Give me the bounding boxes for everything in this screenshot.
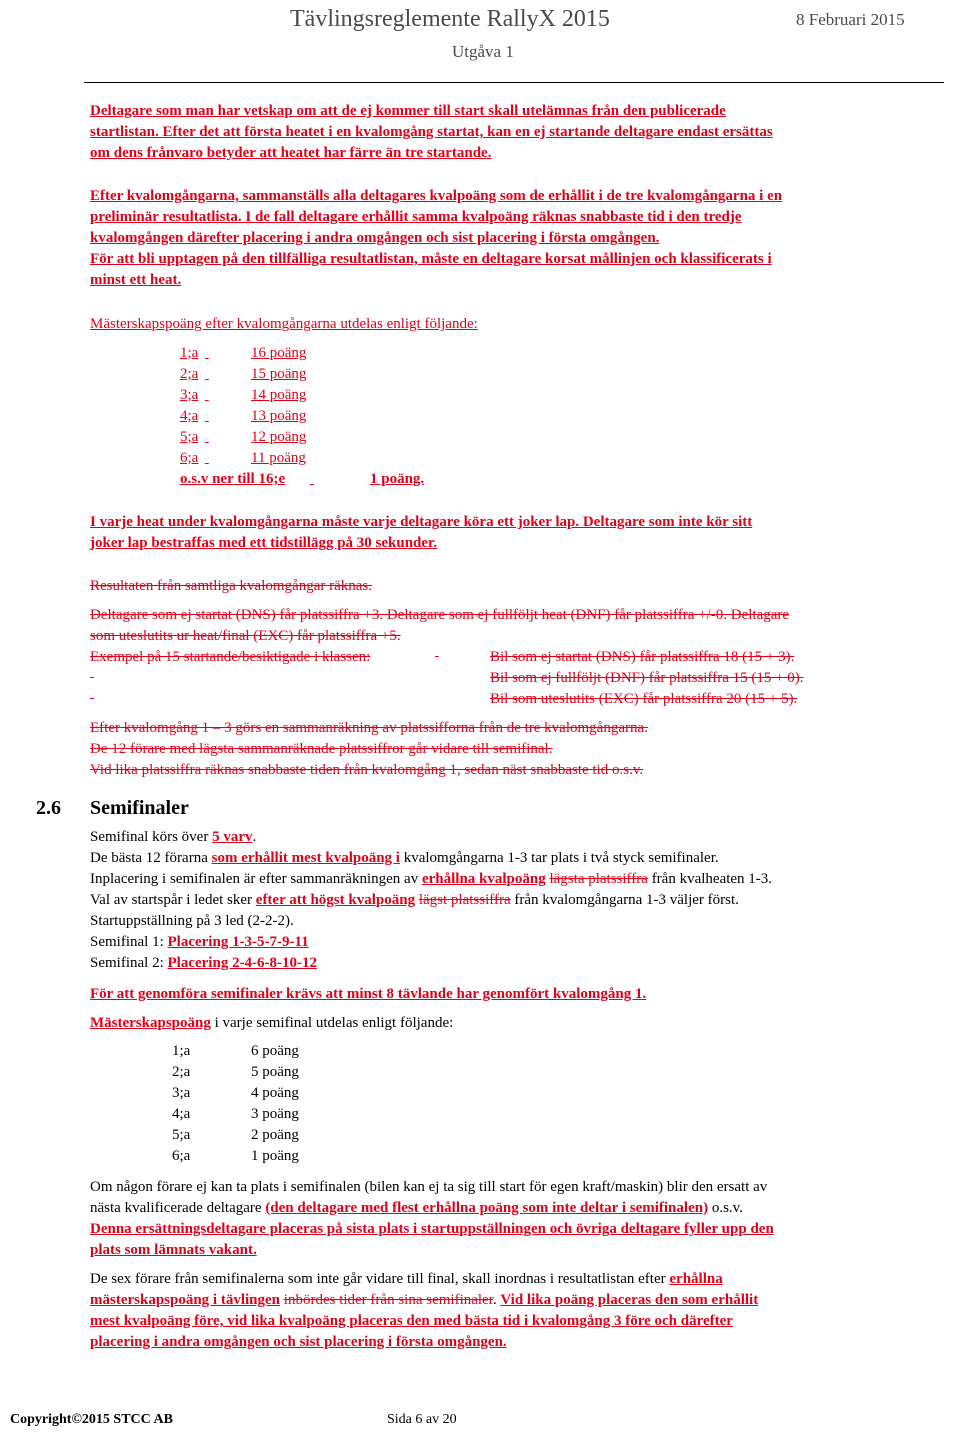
text-span: erhållna <box>669 1271 723 1287</box>
text-line: startlistan. Efter det att första heatet i en kvalomgång startat, kan en ej startande deltagare endast ersättas <box>90 124 773 140</box>
text-line: placering i andra omgången och sist placering i första omgången. <box>90 1334 507 1350</box>
tab-leader <box>90 689 490 710</box>
text-span: 5 varv <box>212 829 253 845</box>
text-span: från kvalheaten 1-3. <box>647 871 773 887</box>
text-line: De 12 förare med lägsta sammanräknade platssiffror går vidare till semifinal. <box>90 741 553 757</box>
text-line: som uteslutits ur heat/final (EXC) får platssiffra +5. <box>90 628 401 644</box>
points-cell: 1 poäng. <box>370 471 425 487</box>
text-line: Denna ersättningsdeltagare placeras på sista plats i startuppställningen och övriga deltagare fyller upp den <box>90 1221 774 1237</box>
text-line: Efter kvalomgång 1 – 3 görs en sammanräkning av platssifforna från de tre kvalomgångarna. <box>90 720 648 736</box>
text-line: Bil som ej fullföljt (DNF) får platssiffra 15 (15 + 0). <box>490 670 804 686</box>
section-title: Semifinaler <box>90 797 189 819</box>
text-span: som erhållit mest kvalpoäng i <box>211 850 400 866</box>
document-edition: Utgåva 1 <box>452 42 514 61</box>
place-cell: 5;a <box>172 1127 191 1143</box>
text-line: Startuppställning på 3 led (2-2-2). <box>90 913 294 929</box>
points-cell: 6 poäng <box>251 1043 299 1059</box>
points-cell: 11 poäng <box>251 450 306 466</box>
text-span: Inplacering i semifinalen är efter sammanräkningen av <box>90 871 422 887</box>
tab-leader <box>205 448 251 469</box>
tab-leader <box>205 427 251 448</box>
text-span: kvalomgångarna 1-3 tar plats i två styck semifinaler. <box>399 850 719 866</box>
text-line <box>90 1269 723 1290</box>
text-line: Om någon förare ej kan ta plats i semifinalen (bilen kan ej ta sig till start för egen kraft/maskin) blir den ersatt av <box>90 1179 768 1195</box>
tab-leader <box>90 668 490 689</box>
text-line: Bil som ej startat (DNS) får platssiffra 18 (15 + 3). <box>490 649 795 665</box>
document-date: 8 Februari 2015 <box>796 10 905 29</box>
text-line: Efter kvalomgångarna, sammanställs alla deltagares kvalpoäng som de erhållit i de tre kvalomgångarna i en <box>90 188 783 204</box>
points-cell: 13 poäng <box>251 408 307 424</box>
text-span: Placering 1-3-5-7-9-11 <box>167 934 309 950</box>
text-span: De bästa 12 förarna <box>90 850 212 866</box>
place-cell: 2;a <box>172 1064 191 1080</box>
text-line: Deltagare som man har vetskap om att de ej kommer till start skall utelämnas från den publicerade <box>90 103 726 119</box>
text-span: efter att högst kvalpoäng <box>255 892 416 908</box>
text-line: joker lap bestraffas med ett tidstillägg på 30 sekunder. <box>90 535 438 551</box>
text-span: Mästerskapspoäng <box>90 1015 211 1031</box>
text-line <box>90 1198 743 1219</box>
document-title: Tävlingsreglemente RallyX 2015 <box>290 6 610 32</box>
points-cell: 5 poäng <box>251 1064 299 1080</box>
header-divider <box>84 82 944 83</box>
text-line <box>90 953 317 974</box>
text-line: För att genomföra semifinaler krävs att minst 8 tävlande har genomfört kvalomgång 1. <box>90 986 647 1002</box>
place-cell: 3;a <box>172 1085 191 1101</box>
text-span: Placering 2-4-6-8-10-12 <box>167 955 318 971</box>
points-cell: 2 poäng <box>251 1127 299 1143</box>
text-span: o.s.v. <box>708 1200 743 1216</box>
text-line: Bil som uteslutits (EXC) får platssiffra 20 (15 + 5). <box>490 691 798 707</box>
text-span: Semifinal körs över <box>90 829 213 845</box>
points-cell: 1 poäng <box>251 1148 299 1164</box>
text-line: mest kvalpoäng före, vid lika kvalpoäng placeras den med bästa tid i kvalomgång 3 före och därefter <box>90 1313 733 1329</box>
tab-leader <box>205 364 251 385</box>
points-cell: 4 poäng <box>251 1085 299 1101</box>
text-line: För att bli upptagen på den tillfälliga resultatlistan, måste en deltagare korsat mållinjen och klassificerats i <box>90 251 772 267</box>
text-span: (den deltagare med flest erhållna poäng som inte deltar i semifinalen) <box>265 1200 709 1216</box>
text-line: minst ett heat. <box>90 272 182 288</box>
text-line <box>90 1013 453 1034</box>
footer-copyright: Copyright©2015 STCC AB <box>10 1412 173 1427</box>
text-span: i varje semifinal utdelas enligt följande: <box>210 1015 454 1031</box>
place-cell: 6;a <box>180 450 199 466</box>
text-line <box>90 827 256 848</box>
footer-page-number: Sida 6 av 20 <box>387 1412 457 1427</box>
text-line: plats som lämnats vakant. <box>90 1242 257 1258</box>
text-span: lägsta platssiffra <box>549 871 648 887</box>
tab-leader <box>310 469 370 490</box>
text-span: Val av startspår i ledet sker <box>90 892 256 908</box>
place-cell: o.s.v ner till 16;e <box>180 471 286 487</box>
points-cell: 16 poäng <box>251 345 307 361</box>
text-span: De sex förare från semifinalerna som inte går vidare till final, skall inordnas i resultatlistan efter <box>90 1271 670 1287</box>
text-line <box>90 848 719 869</box>
text-span: Vid lika poäng placeras den som erhållit <box>500 1292 759 1308</box>
page-header <box>0 0 960 86</box>
text-span: preliminär resultatlista. <box>90 209 242 225</box>
text-span: erhållna kvalpoäng <box>421 871 546 887</box>
place-cell: 5;a <box>180 429 199 445</box>
text-line <box>90 1290 758 1311</box>
text-span: I de fall deltagare erhållit samma kvalpoäng räknas snabbaste tid i den tredje <box>241 209 742 225</box>
text-line: Exempel på 15 startande/besiktigade i klassen: <box>90 649 371 665</box>
points-cell: 15 poäng <box>251 366 307 382</box>
text-line: kvalomgången därefter placering i andra omgången och sist placering i första omgången. <box>90 230 660 246</box>
place-cell: 4;a <box>172 1106 191 1122</box>
section-number: 2.6 <box>36 797 61 819</box>
tab-leader <box>205 343 251 364</box>
place-cell: 1;a <box>172 1043 191 1059</box>
text-span: från kvalomgångarna 1-3 väljer först. <box>510 892 739 908</box>
place-cell: 6;a <box>172 1148 191 1164</box>
points-cell: 3 poäng <box>251 1106 299 1122</box>
text-span: Semifinal 2: <box>90 955 168 971</box>
text-span: mästerskapspoäng i tävlingen <box>90 1292 281 1308</box>
text-line: I varje heat under kvalomgångarna måste varje deltagare köra ett joker lap. Deltagare som inte kör sitt <box>90 514 753 530</box>
text-line <box>90 207 742 228</box>
text-line <box>90 890 739 911</box>
place-cell: 3;a <box>180 387 199 403</box>
place-cell: 1;a <box>180 345 199 361</box>
text-line: Deltagare som ej startat (DNS) får platssiffra +3. Deltagare som ej fullföljt heat (DNF) får platssiffra +/-0. Deltagare <box>90 607 790 623</box>
text-span: . <box>492 1292 501 1308</box>
tab-leader <box>205 406 251 427</box>
place-cell: 2;a <box>180 366 199 382</box>
points-cell: 14 poäng <box>251 387 307 403</box>
qual-points-intro: Mästerskapspoäng efter kvalomgångarna utdelas enligt följande: <box>90 316 478 332</box>
text-span: inbördes tider från sina semifinaler <box>283 1292 493 1308</box>
text-span: lägst platssiffra <box>418 892 511 908</box>
text-span: Semifinal 1: <box>90 934 168 950</box>
tab-leader <box>205 385 251 406</box>
tab-leader <box>435 647 490 668</box>
text-span: nästa kvalificerade deltagare <box>90 1200 266 1216</box>
text-line: Resultaten från samtliga kvalomgångar räknas. <box>90 578 372 594</box>
text-line: om dens frånvaro betyder att heatet har färre än tre startande. <box>90 145 492 161</box>
text-span: . <box>252 829 257 845</box>
text-line <box>90 932 309 953</box>
points-cell: 12 poäng <box>251 429 307 445</box>
text-line: Vid lika platssiffra räknas snabbaste tiden från kvalomgång 1, sedan näst snabbaste tid o.s.v. <box>90 762 644 778</box>
text-line <box>90 869 772 890</box>
place-cell: 4;a <box>180 408 199 424</box>
